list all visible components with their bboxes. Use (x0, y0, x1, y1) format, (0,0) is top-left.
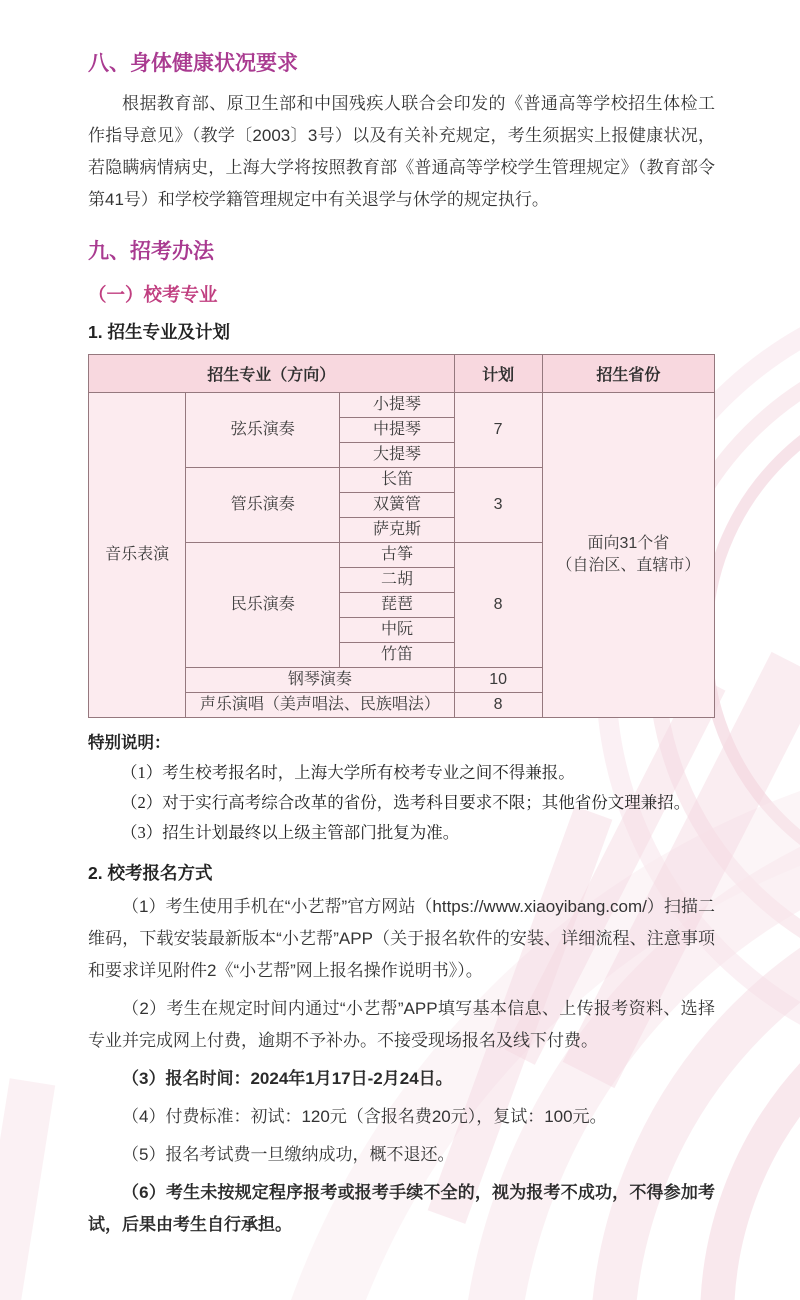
signup-item-3: （3）报名时间：2024年1月17日-2月24日。 (122, 1069, 453, 1088)
special-note-item: （2）对于实行高考综合改革的省份，选考科目要求不限；其他省份文理兼招。 (121, 793, 691, 812)
table-header-row (89, 355, 715, 393)
major-cell: 音乐表演 (89, 393, 186, 718)
group-cell-strings: 弦乐演奏 (186, 393, 340, 468)
instrument-cell: 竹笛 (340, 643, 454, 668)
province-line: 面向31个省 (587, 535, 670, 552)
instrument-cell: 中阮 (340, 618, 454, 643)
instrument-cell: 长笛 (340, 468, 454, 493)
signup-heading: 2. 校考报名方式 (88, 863, 213, 883)
special-note (88, 732, 715, 844)
instrument-cell: 双簧管 (340, 493, 454, 518)
plan-cell: 8 (454, 693, 542, 718)
plan-heading: 1. 招生专业及计划 (88, 322, 230, 342)
solo-major-cell-vocal: 声乐演唱（美声唱法、民族唱法） (186, 693, 454, 718)
subsection-campus-exam-title: （一）校考专业 (88, 284, 218, 305)
plan-cell: 3 (454, 468, 542, 543)
special-note-item: （3）招生计划最终以上级主管部门批复为准。 (121, 823, 460, 842)
instrument-cell: 琵琶 (340, 593, 454, 618)
instrument-cell: 古筝 (340, 543, 454, 568)
province-cell (542, 393, 714, 718)
instrument-cell: 中提琴 (340, 418, 454, 443)
province-line: （自治区、直辖市） (556, 557, 701, 574)
plan-cell: 8 (454, 543, 542, 668)
special-note-item: （1）考生校考报名时，上海大学所有校考专业之间不得兼报。 (121, 763, 575, 782)
signup-item-6: （6）考生未按规定程序报考或报考手续不全的，视为报考不成功，不得参加考试，后果由考生自行承担。 (88, 1183, 715, 1234)
column-header-major: 招生专业（方向） (89, 355, 455, 393)
instrument-cell: 大提琴 (340, 443, 454, 468)
special-note-title: 特别说明： (88, 733, 171, 752)
section-recruit-title: 九、招考办法 (88, 240, 214, 263)
instrument-cell: 萨克斯 (340, 518, 454, 543)
plan-cell: 10 (454, 668, 542, 693)
signup-item-1: （1）考生使用手机在“小艺帮”官方网站（https://www.xiaoyibang.com/）扫描二维码，下载安装最新版本“小艺帮”APP（关于报名软件的安装、详细流程、注意事项和要求详见附件2《“小艺帮”网上报名操作说明书》）。 (88, 897, 715, 980)
section-health-title: 八、身体健康状况要求 (88, 52, 298, 75)
instrument-cell: 二胡 (340, 568, 454, 593)
signup-item-2: （2）考生在规定时间内通过“小艺帮”APP填写基本信息、上传报考资料、选择专业并完成网上付费，逾期不予补办。不接受现场报名及线下付费。 (88, 999, 715, 1050)
group-cell-winds: 管乐演奏 (186, 468, 340, 543)
plan-cell: 7 (454, 393, 542, 468)
admission-plan-table (88, 354, 715, 718)
table-row (89, 393, 715, 418)
column-header-plan: 计划 (454, 355, 542, 393)
column-header-province: 招生省份 (542, 355, 714, 393)
group-cell-folk: 民乐演奏 (186, 543, 340, 668)
instrument-cell: 小提琴 (340, 393, 454, 418)
section-health-paragraph: 根据教育部、原卫生部和中国残疾人联合会印发的《普通高等学校招生体检工作指导意见》（教学〔2003〕3号）以及有关补充规定，考生须据实上报健康状况，若隐瞒病情病史，上海大学将按照教育部《普通高等学校学生管理规定》（教育部令第41号）和学校学籍管理规定中有关退学与休学的规定执行。 (88, 94, 715, 209)
solo-major-cell-piano: 钢琴演奏 (186, 668, 454, 693)
signup-item-4: （4）付费标准：初试：120元（含报名费20元），复试：100元。 (122, 1107, 607, 1126)
signup-item-5: （5）报名考试费一旦缴纳成功，概不退还。 (122, 1145, 455, 1164)
